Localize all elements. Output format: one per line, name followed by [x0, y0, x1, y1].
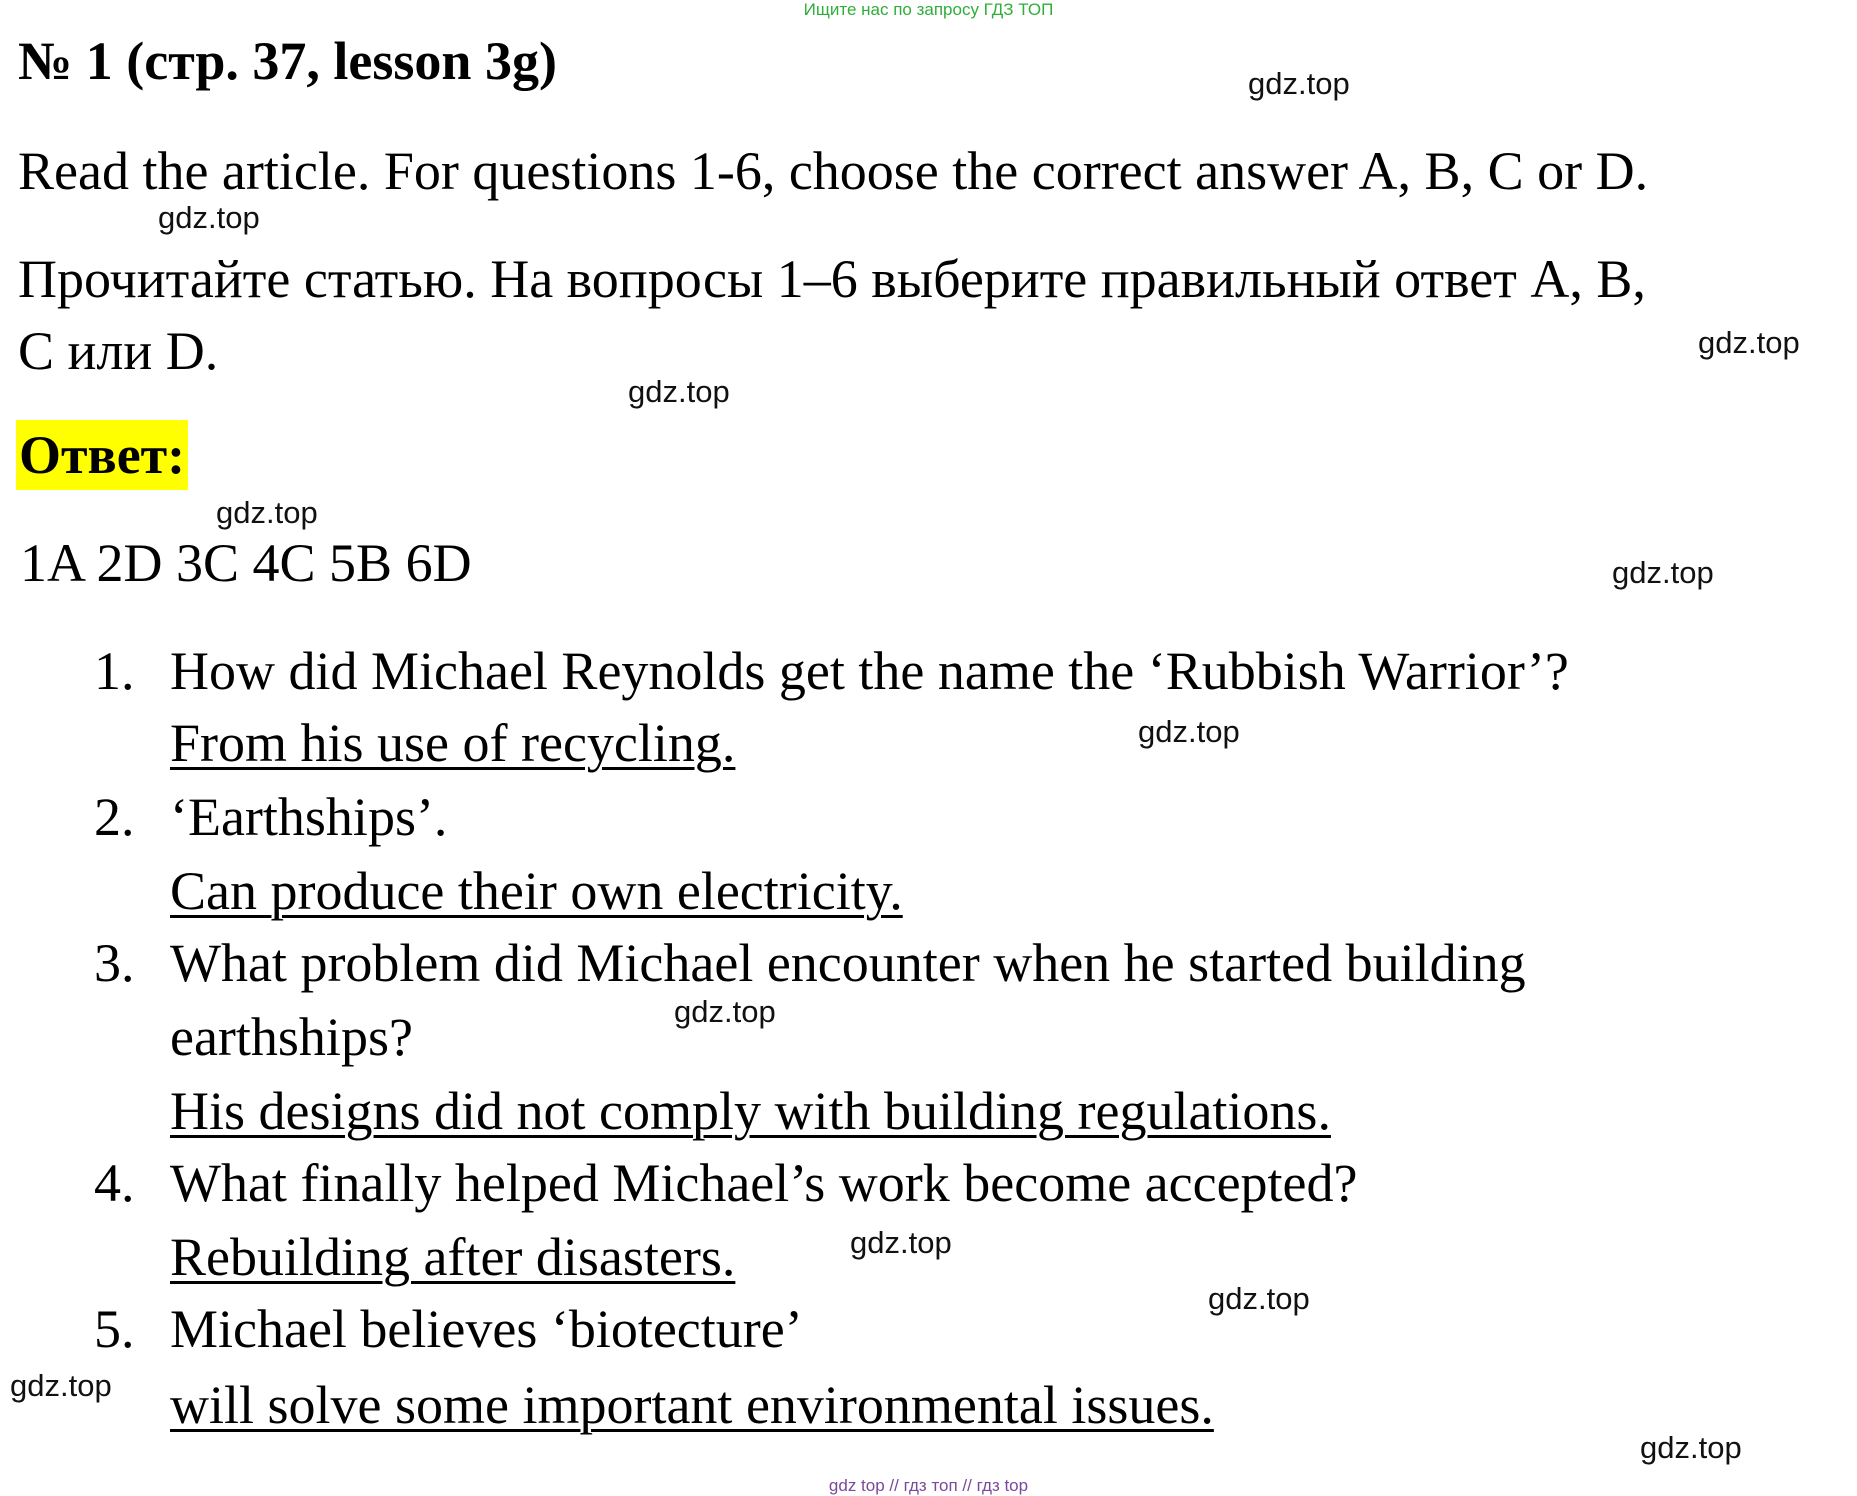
answer-1: From his use of recycling.: [170, 713, 736, 773]
answer-4: Rebuilding after disasters.: [170, 1227, 736, 1287]
instruction-english: Read the article. For questions 1-6, choose the correct answer A, B, C or D.: [18, 141, 1649, 201]
watermark: gdz.top: [1640, 1430, 1742, 1465]
watermark: gdz.top: [216, 495, 318, 530]
answer-key: 1A 2D 3C 4C 5B 6D: [20, 533, 472, 593]
answer-3: His designs did not comply with building regulations.: [170, 1081, 1331, 1141]
watermark: gdz.top: [628, 374, 730, 409]
question-2: ‘Earthships’.: [170, 787, 448, 847]
watermark: gdz.top: [1248, 66, 1350, 101]
question-4: What finally helped Michael’s work become accepted?: [170, 1153, 1358, 1213]
top-banner: Ищите нас по запросу ГДЗ ТОП: [803, 0, 1054, 19]
item-number: 2.: [94, 787, 135, 847]
item-number: 4.: [94, 1153, 135, 1213]
watermark: gdz.top: [1138, 714, 1240, 749]
instruction-russian-line2: С или D.: [18, 321, 219, 381]
question-3-line2: earthships?: [170, 1007, 413, 1067]
answer-5: will solve some important environmental issues.: [170, 1375, 1214, 1435]
watermark: gdz.top: [10, 1368, 112, 1403]
watermark: gdz.top: [1612, 555, 1714, 590]
bottom-links: gdz top // гдз топ // гдз top: [828, 1476, 1029, 1495]
question-1: How did Michael Reynolds get the name the ‘Rubbish Warrior’?: [170, 641, 1569, 701]
item-number: 5.: [94, 1299, 135, 1359]
watermark: gdz.top: [158, 200, 260, 235]
watermark: gdz.top: [674, 994, 776, 1029]
item-number: 1.: [94, 641, 135, 701]
question-5: Michael believes ‘biotecture’: [170, 1299, 803, 1359]
instruction-russian-line1: Прочитайте статью. На вопросы 1–6 выберите правильный ответ А, В,: [18, 249, 1646, 309]
watermark: gdz.top: [1208, 1281, 1310, 1316]
watermark: gdz.top: [850, 1225, 952, 1260]
watermark: gdz.top: [1698, 325, 1800, 360]
page-title: № 1 (стр. 37, lesson 3g): [18, 31, 557, 91]
question-3-line1: What problem did Michael encounter when he started building: [170, 933, 1526, 993]
answer-2: Can produce their own electricity.: [170, 861, 903, 921]
answer-label: Ответ:: [16, 420, 188, 490]
item-number: 3.: [94, 933, 135, 993]
